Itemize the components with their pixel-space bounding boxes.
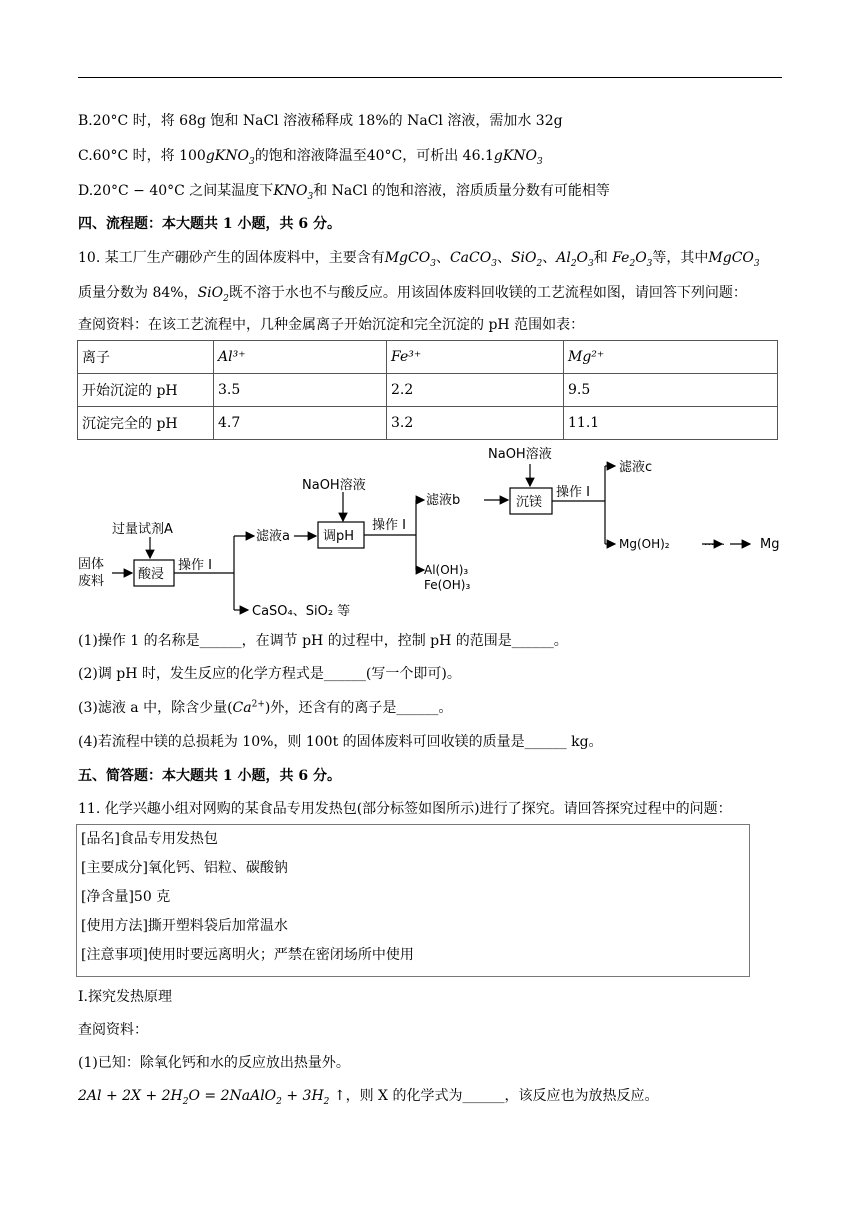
section-4-heading: 四、流程题：本大题共 1 小题，共 6 分。 (78, 216, 341, 232)
q11-intro: 11. 化学兴趣小组对网购的某食品专用发热包(部分标签如图所示)进行了探究。请回答探究过程中的问题： (78, 801, 732, 817)
fe-hydroxide-label: Fe(OH)₃ (424, 578, 471, 592)
table-cell: 9.5 (564, 374, 778, 407)
q11-known: (1)已知：除氧化钙和水的反应放出热量外。 (78, 1055, 350, 1071)
q10-line-1: 10. 某工厂生产硼砂产生的固体废料中，主要含有MgCO$_3$、CaCO$_3$、SiO$_2$、$Al_2O_3$和 $Fe_2O_3$等，其中MgCO$_3$ (78, 250, 760, 269)
filtrate-a-label: 滤液a (256, 529, 290, 544)
header-rule (78, 77, 782, 78)
residue-label: CaSO₄、SiO₂ 等 (252, 604, 351, 619)
label-line: [注意事项]使用时要远离明火；严禁在密闭场所中使用 (81, 947, 414, 963)
q9-option-b: B.20°C 时，将 68g 饱和 NaCl 溶液稀释成 18%的 NaCl 溶液，需加水 32g (78, 113, 563, 129)
mg-hydroxide-label: Mg(OH)₂ (619, 537, 670, 551)
q11-lookup: 查阅资料： (78, 1022, 148, 1038)
table-cell: Al³⁺ (214, 341, 387, 374)
q10-line-2: 质量分数为 84%，SiO$_2$既不溶于水也不与酸反应。用该固体废料回收镁的工艺流程如图，请回答下列问题： (78, 285, 747, 304)
q11-part-1: Ⅰ.探究发热原理 (78, 989, 172, 1005)
q10-sub-3: (3)滤液 a 中，除含少量$(Ca^{2+})$外，还含有的离子是______。 (78, 699, 453, 716)
table-cell: 3.5 (214, 374, 387, 407)
solid-waste-label-2: 废料 (78, 574, 105, 589)
adjust-ph-label: 调pH (323, 529, 355, 544)
table-row (78, 374, 778, 407)
table-cell: Mg²⁺ (564, 341, 778, 374)
q10-line-3: 查阅资料：在该工艺流程中，几种金属离子开始沉淀和完全沉淀的 pH 范围如表： (78, 317, 585, 333)
ion-ph-table (77, 340, 778, 440)
table-cell: 开始沉淀的 pH (78, 374, 214, 407)
section-5-heading: 五、简答题：本大题共 1 小题，共 6 分。 (78, 768, 341, 784)
table-cell: 沉淀完全的 pH (78, 407, 214, 440)
table-row (78, 341, 778, 374)
table-cell: 3.2 (387, 407, 564, 440)
q10-sub-4: (4)若流程中镁的总损耗为 10%，则 100t 的固体废料可回收镁的质量是______ kg。 (78, 734, 603, 750)
label-line: [净含量]50 克 (81, 889, 171, 905)
table-row (78, 407, 778, 440)
precipitate-mg-label: 沉镁 (516, 495, 543, 510)
filtrate-b-label: 滤液b (426, 493, 461, 508)
acid-leach-label: 酸浸 (138, 567, 165, 582)
label-line: [主要成分]氧化钙、铝粒、碳酸钠 (81, 860, 288, 876)
process-flow-diagram (78, 440, 786, 620)
product-label-box (76, 824, 750, 977)
table-cell: 11.1 (564, 407, 778, 440)
solid-waste-label-1: 固体 (78, 557, 105, 572)
label-line: [品名]食品专用发热包 (81, 831, 218, 847)
label-line: [使用方法]撕开塑料袋后加常温水 (81, 918, 288, 934)
al-hydroxide-label: Al(OH)₃ (424, 563, 469, 577)
q10-sub-1: (1)操作 1 的名称是______，在调节 pH 的过程中，控制 pH 的范围是______。 (78, 633, 568, 649)
naoh-solution-label: NaOH溶液 (302, 478, 366, 493)
q11-equation: $2Al + 2X + 2H_2O$ = 2NaAlO$_2$ + $3H_2$ ↑，则 X 的化学式为______，该反应也为放热反应。 (78, 1088, 659, 1107)
q9-option-d: D.20°C − 40°C 之间某温度下$KNO_3$和 NaCl 的饱和溶液，溶质质量分数有可能相等 (78, 183, 610, 202)
mg-product-label: Mg (760, 537, 780, 552)
operation-1-label: 操作 I (372, 518, 406, 533)
ellipsis-label: ······ (704, 538, 725, 551)
table-cell: 2.2 (387, 374, 564, 407)
operation-1-label: 操作 I (556, 485, 590, 500)
operation-1-label: 操作 I (178, 558, 212, 573)
q9-option-c: C.60°C 时，将 100gKNO$_3$的饱和溶液降温至40°C，可析出 46.1gKNO$_3$ (78, 148, 543, 167)
table-cell: 离子 (78, 341, 214, 374)
table-cell: 4.7 (214, 407, 387, 440)
filtrate-c-label: 滤液c (619, 460, 653, 475)
table-cell: Fe³⁺ (387, 341, 564, 374)
naoh-solution-label: NaOH溶液 (488, 447, 552, 462)
reagent-a-label: 过量试剂A (112, 522, 173, 537)
q10-sub-2: (2)调 pH 时，发生反应的化学方程式是______(写一个即可)。 (78, 666, 461, 682)
